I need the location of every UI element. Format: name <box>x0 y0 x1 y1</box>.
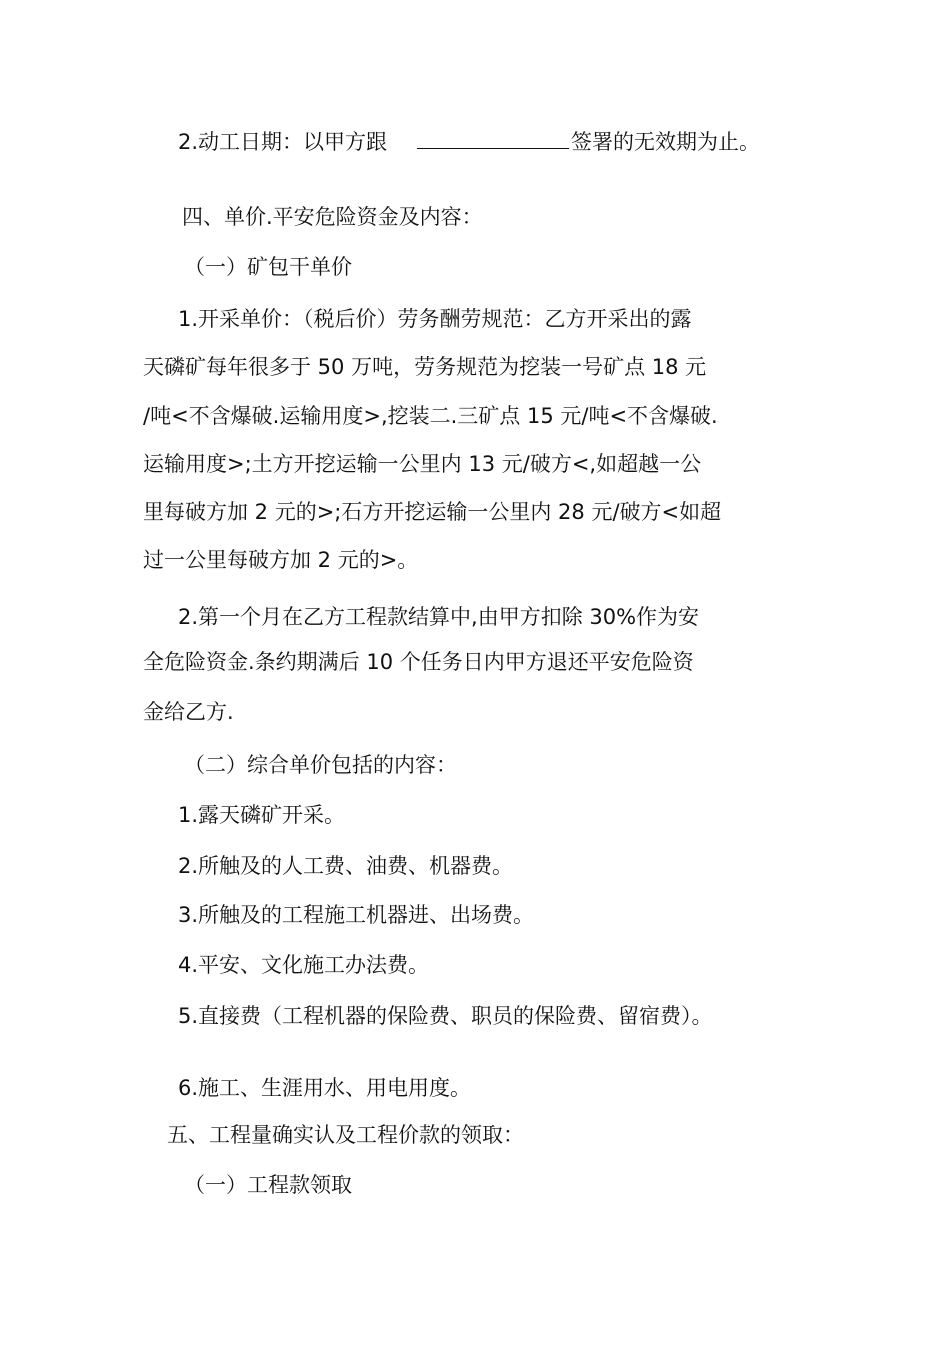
paragraph-line: 金给乙方. <box>143 700 234 724</box>
list-item: 1.露天磷矿开采。 <box>178 803 346 827</box>
list-item: 2.所触及的人工费、油费、机器费。 <box>178 854 514 878</box>
list-item: 4.平安、文化施工办法费。 <box>178 953 430 977</box>
list-item: 3.所触及的工程施工机器进、出场费。 <box>178 903 535 927</box>
start-date-prefix: 2.动工日期：以甲方跟 <box>178 130 388 154</box>
subsection-heading-3: （一）工程款领取 <box>184 1173 352 1197</box>
paragraph-line: 2.第一个月在乙方工程款结算中,由甲方扣除 30%作为安 <box>178 605 700 629</box>
subsection-heading-1: （一）矿包干单价 <box>184 255 352 279</box>
start-date-line <box>178 128 760 156</box>
section-heading-4: 四、单价.平安危险资金及内容： <box>182 205 483 229</box>
paragraph-line: 过一公里每破方加 2 元的>。 <box>143 548 419 572</box>
paragraph-line: /吨<不含爆破.运输用度>,挖装二.三矿点 15 元/吨<不含爆破. <box>143 404 718 428</box>
fill-in-blank <box>417 128 569 149</box>
paragraph-line: 全危险资金.条约期满后 10 个任务日内甲方退还平安危险资 <box>143 650 694 674</box>
paragraph-line: 1.开采单价：（税后价）劳务酬劳规范：乙方开采出的露 <box>178 307 692 331</box>
paragraph-line: 运输用度>;土方开挖运输一公里内 13 元/破方<,如超越一公 <box>143 452 702 476</box>
subsection-heading-2: （二）综合单价包括的内容： <box>184 753 457 777</box>
list-item: 6.施工、生涯用水、用电用度。 <box>178 1076 472 1100</box>
start-date-suffix: 签署的无效期为止。 <box>571 130 761 154</box>
list-item: 5.直接费（工程机器的保险费、职员的保险费、留宿费）。 <box>178 1004 713 1028</box>
paragraph-line: 里每破方加 2 元的>;石方开挖运输一公里内 28 元/破方<如超 <box>143 500 722 524</box>
section-heading-5: 五、工程量确实认及工程价款的领取： <box>167 1123 524 1147</box>
paragraph-line: 天磷矿每年很多于 50 万吨，劳务规范为挖装一号矿点 18 元 <box>143 355 707 379</box>
